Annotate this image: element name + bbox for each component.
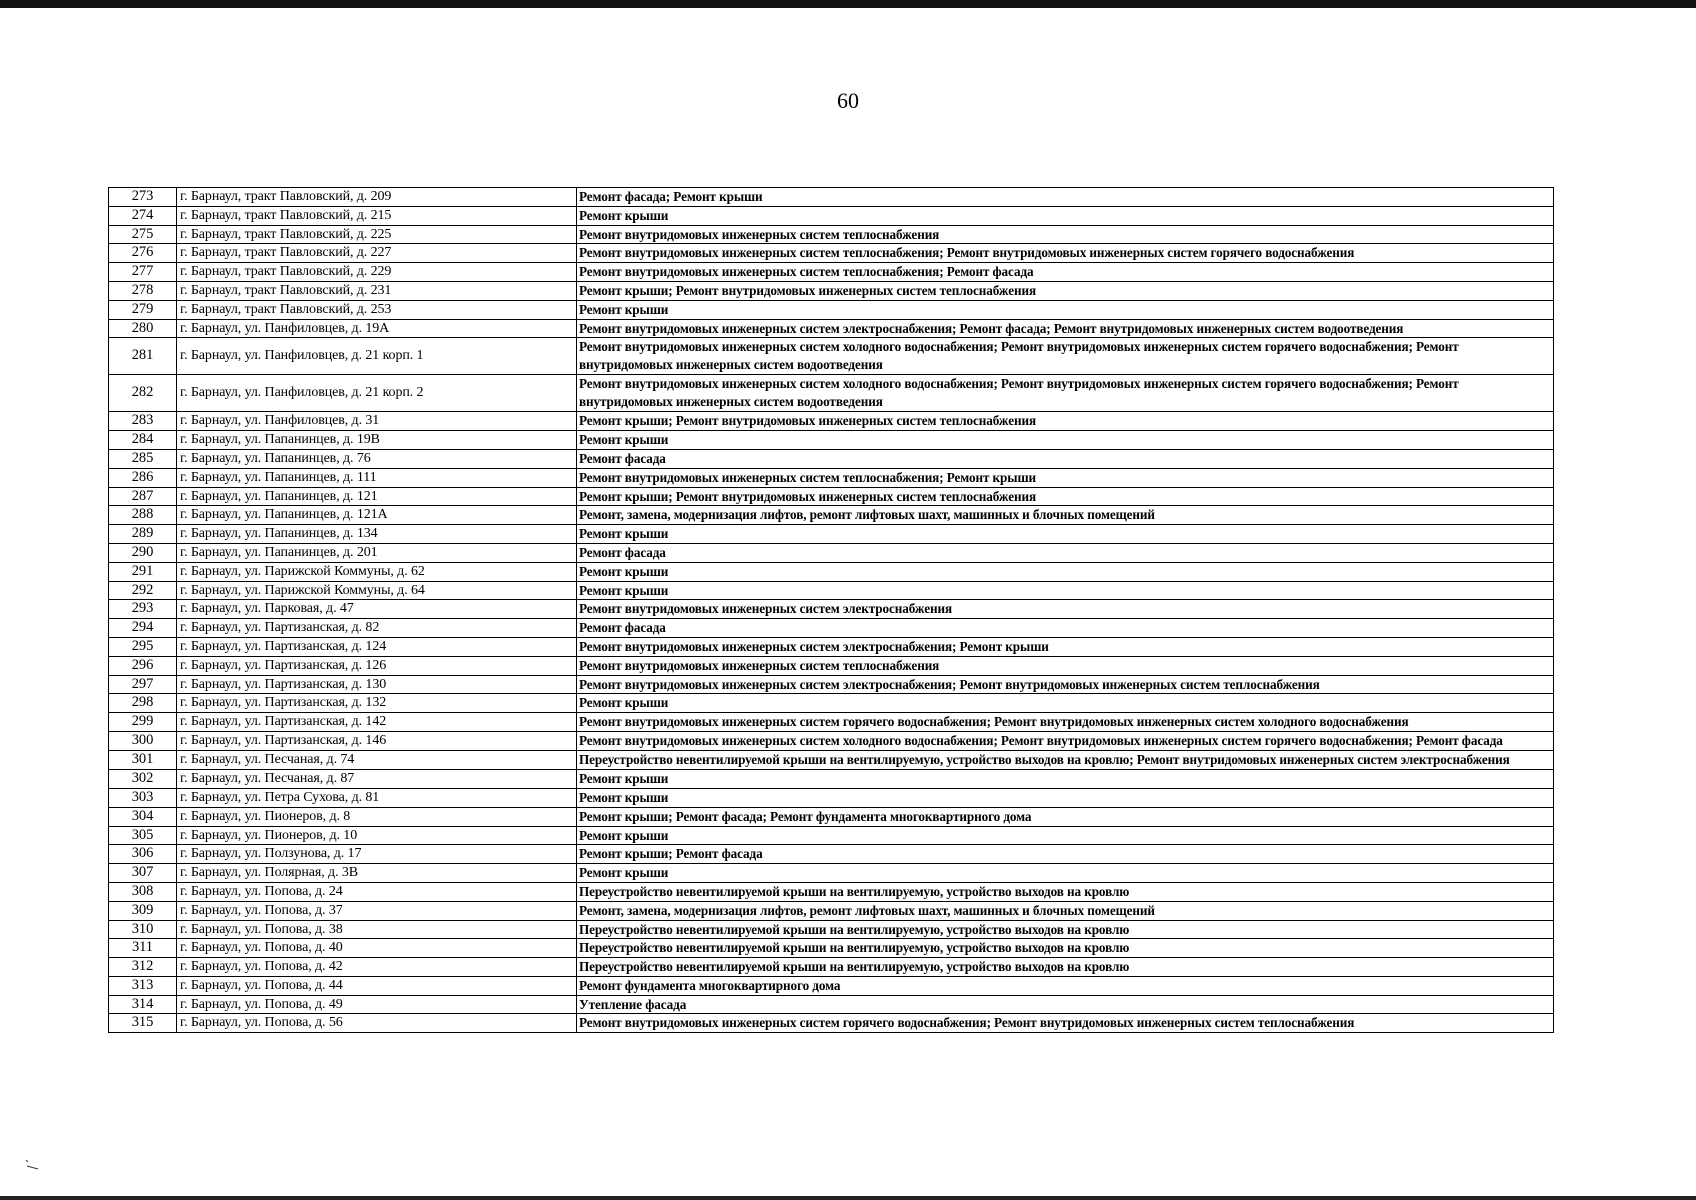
row-number: 295 [109,637,177,656]
table-row [109,864,1554,883]
table-row [109,431,1554,450]
building-address: г. Барнаул, тракт Павловский, д. 215 [177,206,577,225]
building-address: г. Барнаул, ул. Партизанская, д. 146 [177,732,577,751]
table-row [109,188,1554,207]
row-number: 306 [109,845,177,864]
row-number: 314 [109,995,177,1014]
row-number: 275 [109,225,177,244]
building-address: г. Барнаул, ул. Попова, д. 24 [177,882,577,901]
repair-works: Ремонт фасада [577,543,1554,562]
scan-artifact-mark [24,1158,40,1170]
repair-works: Ремонт фасада; Ремонт крыши [577,188,1554,207]
repair-works: Ремонт внутридомовых инженерных систем теплоснабжения; Ремонт крыши [577,468,1554,487]
scan-bottom-edge [0,1196,1696,1200]
repair-works: Ремонт крыши; Ремонт внутридомовых инженерных систем теплоснабжения [577,487,1554,506]
table-row [109,694,1554,713]
row-number: 300 [109,732,177,751]
row-number: 292 [109,581,177,600]
row-number: 288 [109,506,177,525]
repair-works: Ремонт внутридомовых инженерных систем электроснабжения; Ремонт внутридомовых инженерных систем теплоснабжения [577,675,1554,694]
table-row [109,770,1554,789]
repair-works: Ремонт крыши [577,206,1554,225]
table-row [109,958,1554,977]
table-row [109,281,1554,300]
table-row [109,525,1554,544]
row-number: 291 [109,562,177,581]
row-number: 293 [109,600,177,619]
row-number: 278 [109,281,177,300]
table-row [109,619,1554,638]
table-row [109,319,1554,338]
repair-register-table [108,187,1554,1033]
building-address: г. Барнаул, ул. Папанинцев, д. 121 [177,487,577,506]
repair-works: Ремонт крыши; Ремонт внутридомовых инженерных систем теплоснабжения [577,412,1554,431]
table-row [109,468,1554,487]
row-number: 308 [109,882,177,901]
building-address: г. Барнаул, ул. Пионеров, д. 8 [177,807,577,826]
repair-works: Ремонт внутридомовых инженерных систем холодного водоснабжения; Ремонт внутридомовых инженерных систем горячего водоснабжения; Ремонт внутридомовых инженерных систем водоотведения [577,375,1554,412]
row-number: 284 [109,431,177,450]
repair-works: Ремонт внутридомовых инженерных систем электроснабжения [577,600,1554,619]
table-row [109,600,1554,619]
building-address: г. Барнаул, ул. Попова, д. 40 [177,939,577,958]
building-address: г. Барнаул, ул. Партизанская, д. 124 [177,637,577,656]
table-row [109,1014,1554,1033]
repair-works: Ремонт фасада [577,619,1554,638]
repair-works: Ремонт внутридомовых инженерных систем электроснабжения; Ремонт фасада; Ремонт внутридомовых инженерных систем водоотведения [577,319,1554,338]
row-number: 309 [109,901,177,920]
row-number: 276 [109,244,177,263]
repair-works: Переустройство невентилируемой крыши на вентилируемую, устройство выходов на кровлю [577,958,1554,977]
repair-works: Ремонт крыши; Ремонт фасада [577,845,1554,864]
row-number: 312 [109,958,177,977]
row-number: 307 [109,864,177,883]
repair-works: Переустройство невентилируемой крыши на вентилируемую, устройство выходов на кровлю [577,920,1554,939]
row-number: 294 [109,619,177,638]
row-number: 310 [109,920,177,939]
table-row [109,939,1554,958]
scan-top-edge [0,0,1696,8]
table-row [109,300,1554,319]
building-address: г. Барнаул, ул. Панфиловцев, д. 19А [177,319,577,338]
building-address: г. Барнаул, ул. Попова, д. 49 [177,995,577,1014]
building-address: г. Барнаул, тракт Павловский, д. 227 [177,244,577,263]
row-number: 277 [109,263,177,282]
building-address: г. Барнаул, ул. Попова, д. 37 [177,901,577,920]
building-address: г. Барнаул, тракт Павловский, д. 209 [177,188,577,207]
building-address: г. Барнаул, ул. Папанинцев, д. 201 [177,543,577,562]
building-address: г. Барнаул, ул. Партизанская, д. 126 [177,656,577,675]
building-address: г. Барнаул, ул. Ползунова, д. 17 [177,845,577,864]
row-number: 313 [109,976,177,995]
table-row [109,412,1554,431]
repair-works: Ремонт крыши [577,770,1554,789]
row-number: 302 [109,770,177,789]
repair-works: Ремонт крыши; Ремонт фасада; Ремонт фундамента многоквартирного дома [577,807,1554,826]
repair-works: Ремонт внутридомовых инженерных систем холодного водоснабжения; Ремонт внутридомовых инженерных систем горячего водоснабжения; Ремонт внутридомовых инженерных систем водоотведения [577,338,1554,375]
table-row [109,449,1554,468]
repair-works: Ремонт крыши [577,525,1554,544]
row-number: 305 [109,826,177,845]
table-row [109,562,1554,581]
row-number: 304 [109,807,177,826]
building-address: г. Барнаул, ул. Попова, д. 38 [177,920,577,939]
repair-works: Ремонт крыши [577,581,1554,600]
building-address: г. Барнаул, ул. Песчаная, д. 87 [177,770,577,789]
repair-works: Ремонт фасада [577,449,1554,468]
row-number: 287 [109,487,177,506]
row-number: 311 [109,939,177,958]
building-address: г. Барнаул, ул. Парижской Коммуны, д. 62 [177,562,577,581]
row-number: 315 [109,1014,177,1033]
table-row [109,675,1554,694]
building-address: г. Барнаул, ул. Попова, д. 44 [177,976,577,995]
table-row [109,713,1554,732]
repair-works: Ремонт внутридомовых инженерных систем горячего водоснабжения; Ремонт внутридомовых инженерных систем холодного водоснабжения [577,713,1554,732]
building-address: г. Барнаул, ул. Песчаная, д. 74 [177,751,577,770]
row-number: 296 [109,656,177,675]
table-row [109,581,1554,600]
table-row [109,656,1554,675]
building-address: г. Барнаул, ул. Партизанская, д. 142 [177,713,577,732]
building-address: г. Барнаул, ул. Парковая, д. 47 [177,600,577,619]
table-row [109,845,1554,864]
repair-works: Ремонт крыши [577,864,1554,883]
building-address: г. Барнаул, ул. Панфиловцев, д. 21 корп. 1 [177,338,577,375]
building-address: г. Барнаул, ул. Попова, д. 56 [177,1014,577,1033]
repair-works: Ремонт, замена, модернизация лифтов, ремонт лифтовых шахт, машинных и блочных помещений [577,901,1554,920]
repair-works: Утепление фасада [577,995,1554,1014]
repair-works: Ремонт внутридомовых инженерных систем электроснабжения; Ремонт крыши [577,637,1554,656]
repair-works: Ремонт внутридомовых инженерных систем теплоснабжения [577,225,1554,244]
repair-works: Ремонт внутридомовых инженерных систем холодного водоснабжения; Ремонт внутридомовых инженерных систем горячего водоснабжения; Ремонт фасада [577,732,1554,751]
table-row [109,637,1554,656]
building-address: г. Барнаул, тракт Павловский, д. 253 [177,300,577,319]
repair-works: Ремонт крыши [577,431,1554,450]
row-number: 290 [109,543,177,562]
repair-works: Ремонт фундамента многоквартирного дома [577,976,1554,995]
row-number: 289 [109,525,177,544]
table-row [109,206,1554,225]
row-number: 297 [109,675,177,694]
repair-works: Ремонт крыши [577,562,1554,581]
building-address: г. Барнаул, тракт Павловский, д. 225 [177,225,577,244]
row-number: 280 [109,319,177,338]
table-row [109,263,1554,282]
table-row [109,487,1554,506]
building-address: г. Барнаул, тракт Павловский, д. 231 [177,281,577,300]
row-number: 299 [109,713,177,732]
building-address: г. Барнаул, ул. Парижской Коммуны, д. 64 [177,581,577,600]
repair-works: Ремонт крыши [577,300,1554,319]
repair-works: Ремонт крыши [577,788,1554,807]
building-address: г. Барнаул, ул. Пионеров, д. 10 [177,826,577,845]
table-row [109,375,1554,412]
repair-works: Ремонт, замена, модернизация лифтов, ремонт лифтовых шахт, машинных и блочных помещений [577,506,1554,525]
table-row [109,901,1554,920]
row-number: 279 [109,300,177,319]
building-address: г. Барнаул, ул. Папанинцев, д. 111 [177,468,577,487]
table-row [109,807,1554,826]
row-number: 301 [109,751,177,770]
table-row [109,244,1554,263]
table-row [109,506,1554,525]
building-address: г. Барнаул, ул. Партизанская, д. 130 [177,675,577,694]
repair-works: Переустройство невентилируемой крыши на вентилируемую, устройство выходов на кровлю [577,882,1554,901]
building-address: г. Барнаул, ул. Панфиловцев, д. 21 корп. 2 [177,375,577,412]
register-body [109,188,1554,1033]
table-row [109,751,1554,770]
table-row [109,788,1554,807]
table-row [109,732,1554,751]
building-address: г. Барнаул, ул. Полярная, д. 3В [177,864,577,883]
row-number: 273 [109,188,177,207]
table-row [109,920,1554,939]
repair-works: Ремонт внутридомовых инженерных систем теплоснабжения; Ремонт внутридомовых инженерных систем горячего водоснабжения [577,244,1554,263]
table-row [109,338,1554,375]
table-row [109,225,1554,244]
repair-works: Переустройство невентилируемой крыши на вентилируемую, устройство выходов на кровлю [577,939,1554,958]
building-address: г. Барнаул, ул. Папанинцев, д. 134 [177,525,577,544]
building-address: г. Барнаул, ул. Папанинцев, д. 121А [177,506,577,525]
repair-works: Ремонт крыши; Ремонт внутридомовых инженерных систем теплоснабжения [577,281,1554,300]
row-number: 281 [109,338,177,375]
building-address: г. Барнаул, тракт Павловский, д. 229 [177,263,577,282]
building-address: г. Барнаул, ул. Папанинцев, д. 19В [177,431,577,450]
table-row [109,976,1554,995]
building-address: г. Барнаул, ул. Панфиловцев, д. 31 [177,412,577,431]
repair-works: Ремонт крыши [577,826,1554,845]
row-number: 285 [109,449,177,468]
building-address: г. Барнаул, ул. Партизанская, д. 132 [177,694,577,713]
row-number: 274 [109,206,177,225]
repair-works: Переустройство невентилируемой крыши на вентилируемую, устройство выходов на кровлю; Ремонт внутридомовых инженерных систем электроснабжения [577,751,1554,770]
building-address: г. Барнаул, ул. Партизанская, д. 82 [177,619,577,638]
row-number: 283 [109,412,177,431]
page-number: 60 [837,88,859,113]
building-address: г. Барнаул, ул. Папанинцев, д. 76 [177,449,577,468]
table-row [109,543,1554,562]
table-row [109,882,1554,901]
row-number: 286 [109,468,177,487]
repair-works: Ремонт внутридомовых инженерных систем теплоснабжения; Ремонт фасада [577,263,1554,282]
building-address: г. Барнаул, ул. Петра Сухова, д. 81 [177,788,577,807]
repair-works: Ремонт крыши [577,694,1554,713]
table-row [109,995,1554,1014]
row-number: 298 [109,694,177,713]
row-number: 303 [109,788,177,807]
table-row [109,826,1554,845]
row-number: 282 [109,375,177,412]
repair-works: Ремонт внутридомовых инженерных систем горячего водоснабжения; Ремонт внутридомовых инженерных систем теплоснабжения [577,1014,1554,1033]
building-address: г. Барнаул, ул. Попова, д. 42 [177,958,577,977]
repair-works: Ремонт внутридомовых инженерных систем теплоснабжения [577,656,1554,675]
